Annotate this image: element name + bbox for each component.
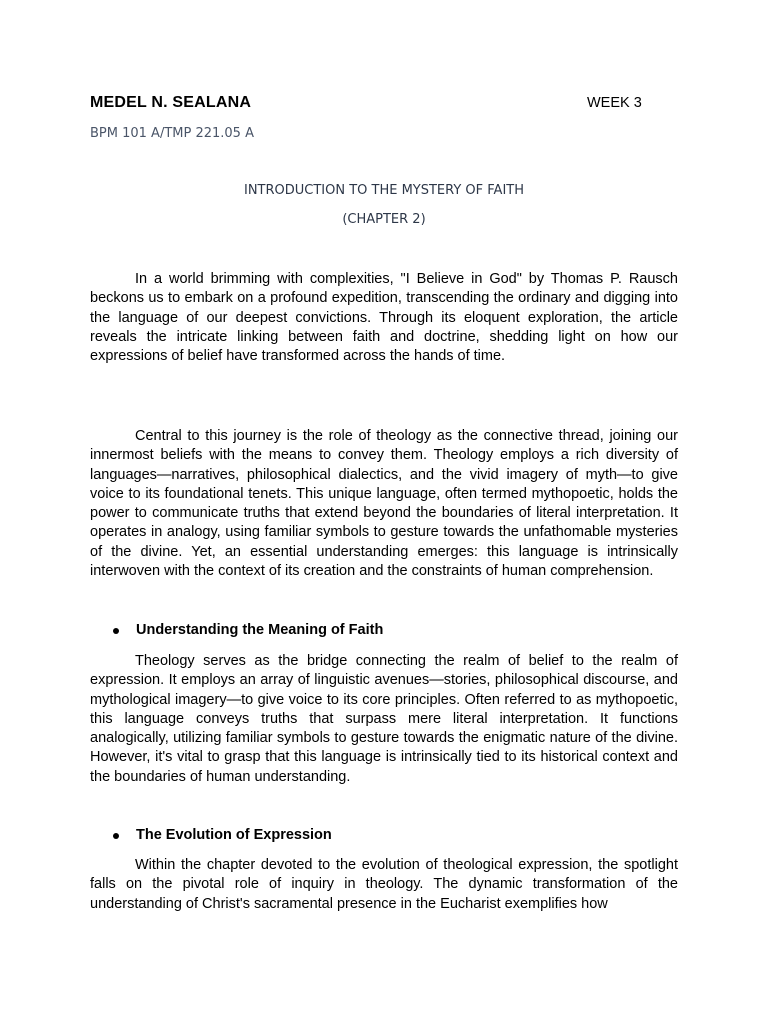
section-heading-label: Understanding the Meaning of Faith — [136, 622, 384, 638]
author-name: MEDEL N. SEALANA — [90, 94, 252, 111]
bullet-icon — [113, 628, 119, 634]
section-paragraph-faith: Theology serves as the bridge connecting the realm of belief to the realm of expression. It employs an array of linguistic avenues—stories, philosophical discourse, and mythological imagery—to give voice to its core principles. Often referred to as mythopoetic, this language conveys truths that surpass mere literal interpretation. It functions analogically, utilizing familiar symbols to gesture towards the enigmatic nature of the divine. However, it's vital to grasp that this language is intrinsically tied to its historical context and the boundaries of human understanding. — [90, 653, 678, 785]
section-paragraph-evolution: Within the chapter devoted to the evolution of theological expression, the spotlight falls on the pivotal role of inquiry in theology. The dynamic transformation of the understanding of Christ's sacramental presence in the Eucharist exemplifies how — [90, 857, 678, 912]
bullet-icon — [113, 833, 119, 839]
week-label: WEEK 3 — [587, 95, 642, 111]
chapter-label: (CHAPTER 2) — [342, 212, 426, 227]
document-header — [90, 94, 678, 116]
course-code: BPM 101 A/TMP 221.05 A — [90, 126, 254, 141]
section-heading-label: The Evolution of Expression — [136, 827, 332, 843]
intro-paragraph: In a world brimming with complexities, "I Believe in God" by Thomas P. Rausch beckons us to embark on a profound expedition, transcending the ordinary and digging into the language of our deepest convictions. Through its eloquent exploration, the article reveals the intricate linking between faith and doctrine, shedding light on how our expressions of belief have transformed across the hands of time. — [90, 271, 678, 365]
body-paragraph: Central to this journey is the role of theology as the connective thread, joining our innermost beliefs with the means to convey them. Theology employs a rich diversity of languages—narratives, philosophical dialectics, and the vivid imagery of myth—to give voice to its foundational tenets. This unique language, often termed mythopoetic, holds the power to communicate truths that extend beyond the boundaries of literal interpretation. It operates in analogy, using familiar symbols to gesture towards the unfathomable mysteries of the divine. Yet, an essential understanding emerges: this language is intrinsically interwoven with the context of its creation and the constraints of human comprehension. — [90, 428, 678, 580]
document-title: INTRODUCTION TO THE MYSTERY OF FAITH — [243, 183, 524, 198]
